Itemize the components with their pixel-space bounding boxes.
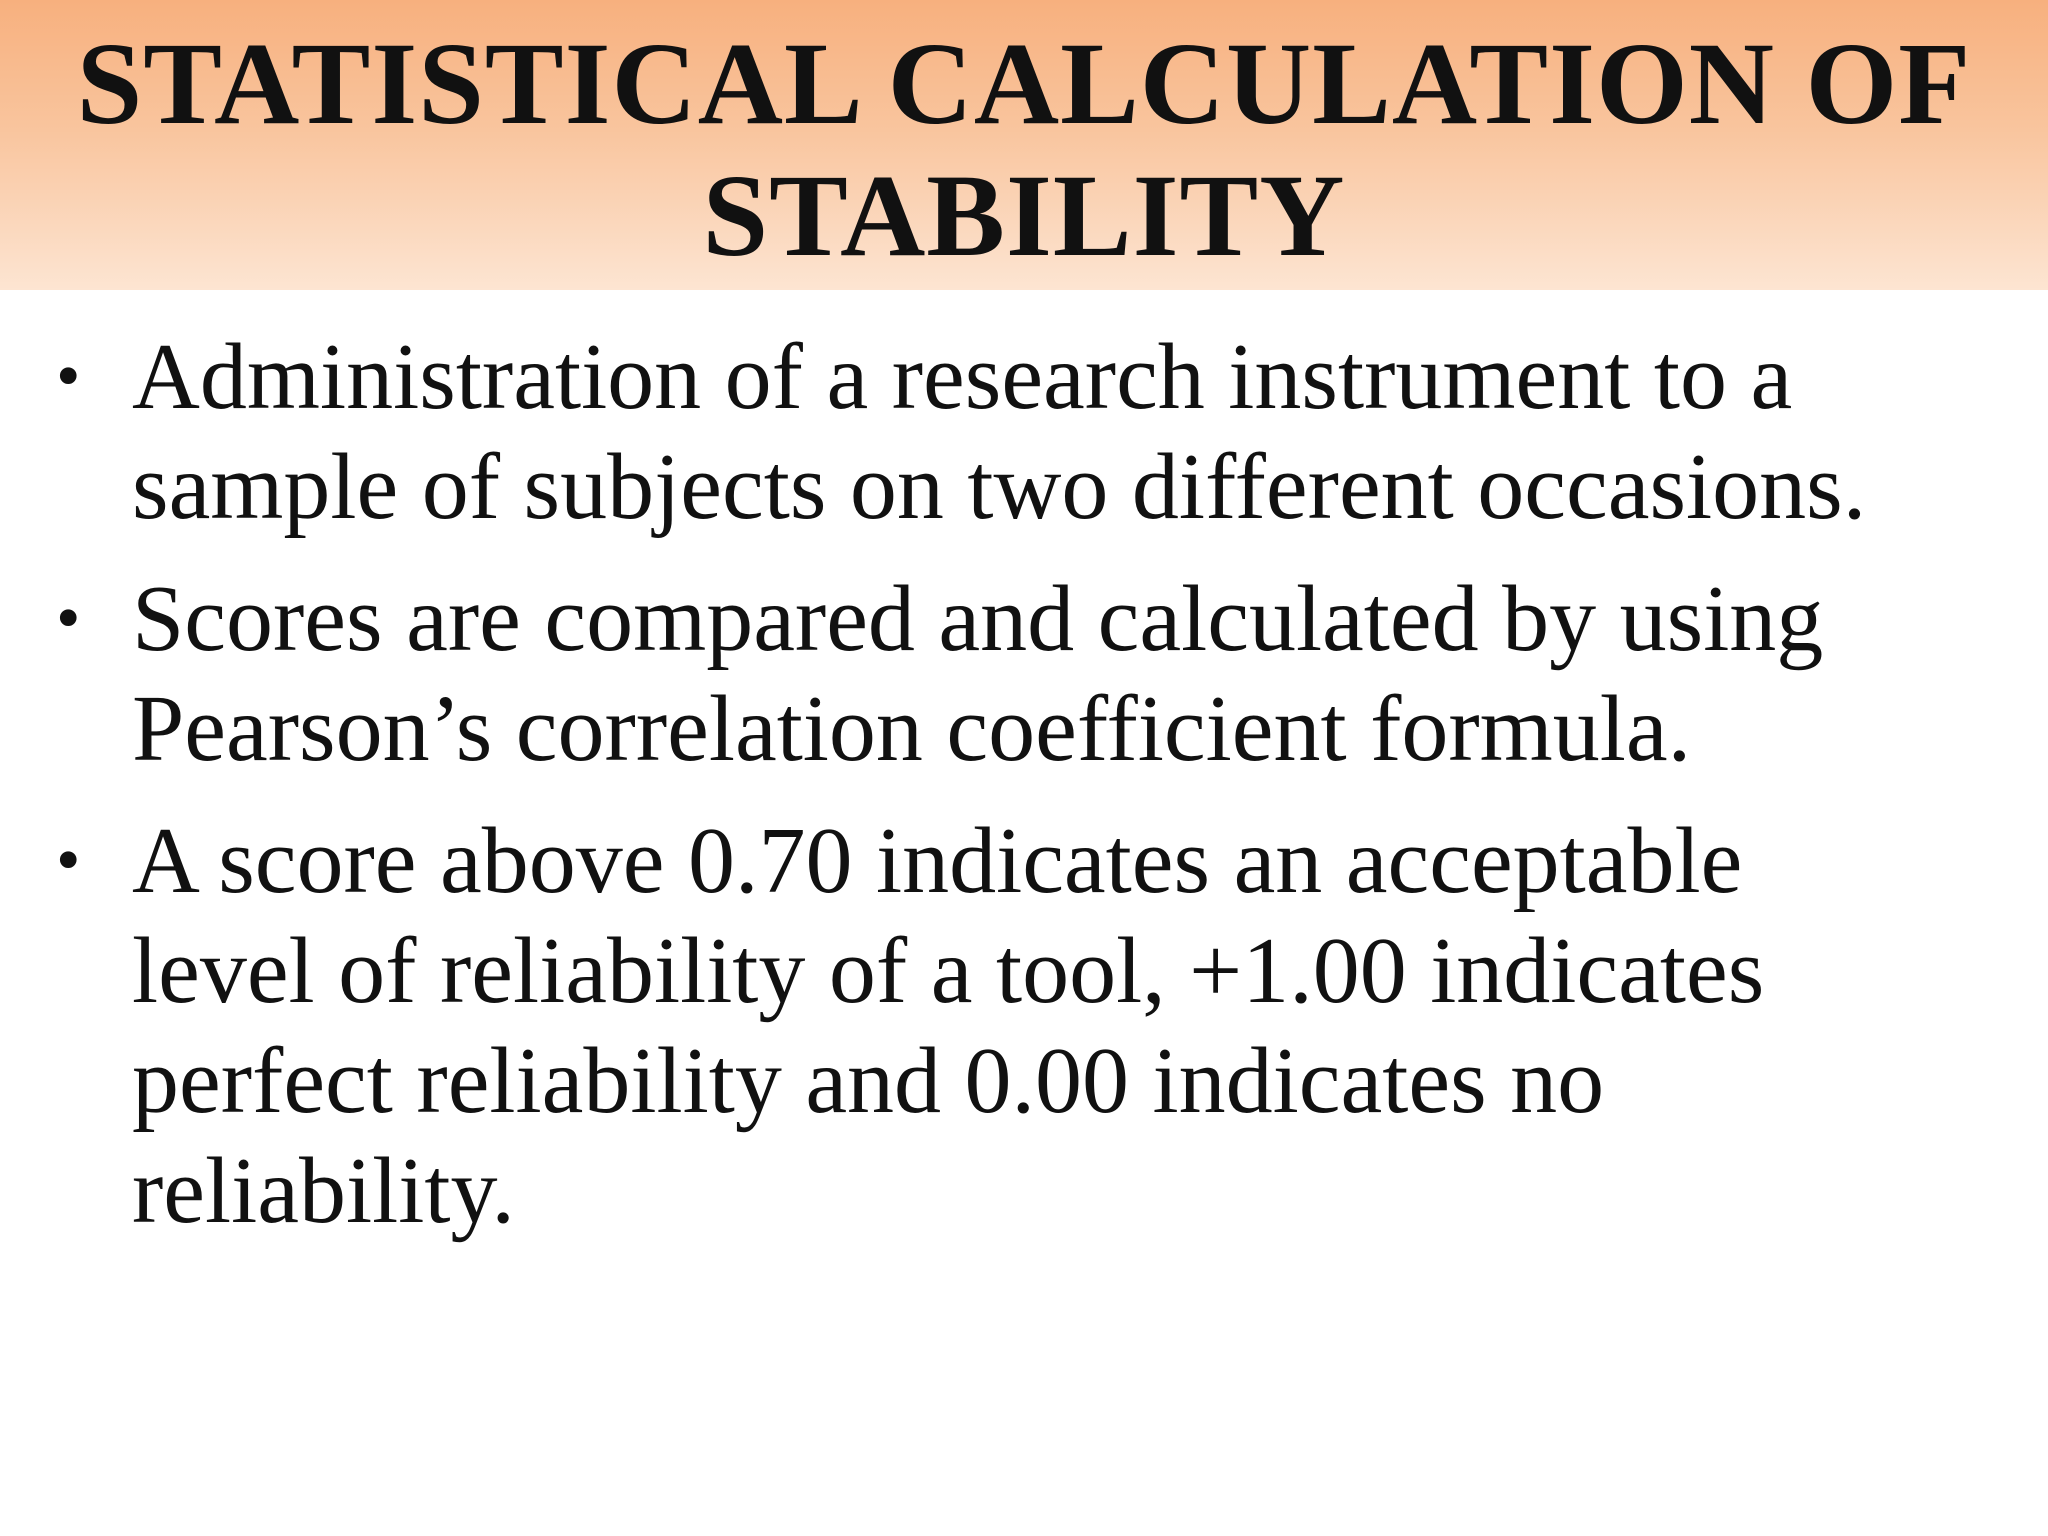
bullet-text-line: Administration of a research instrument to a (132, 325, 1793, 429)
bullet-marker: • (56, 580, 81, 657)
slide-title (0, 18, 2048, 282)
bullet-text-line: Pearson’s correlation coefficient formula. (132, 677, 1692, 781)
bullet-item-threshold (56, 806, 2016, 1246)
bullet-item-administration (56, 322, 2016, 542)
bullet-marker: • (56, 822, 81, 899)
bullet-text-line: perfect reliability and 0.00 indicates no (132, 1029, 1605, 1133)
bullet-list (56, 322, 2016, 1268)
bullet-text-line: A score above 0.70 indicates an acceptable (132, 809, 1743, 913)
slide-title-line-2: STABILITY (702, 150, 1346, 281)
bullet-text-line: level of reliability of a tool, +1.00 indicates (132, 919, 1765, 1023)
bullet-item-scores (56, 564, 2016, 784)
slide-title-line-1: STATISTICAL CALCULATION OF (76, 18, 1972, 149)
bullet-text-line: sample of subjects on two different occasions. (132, 435, 1867, 539)
bullet-marker: • (56, 338, 81, 415)
bullet-text-line: Scores are compared and calculated by using (132, 567, 1824, 671)
bullet-text-line: reliability. (132, 1139, 515, 1243)
